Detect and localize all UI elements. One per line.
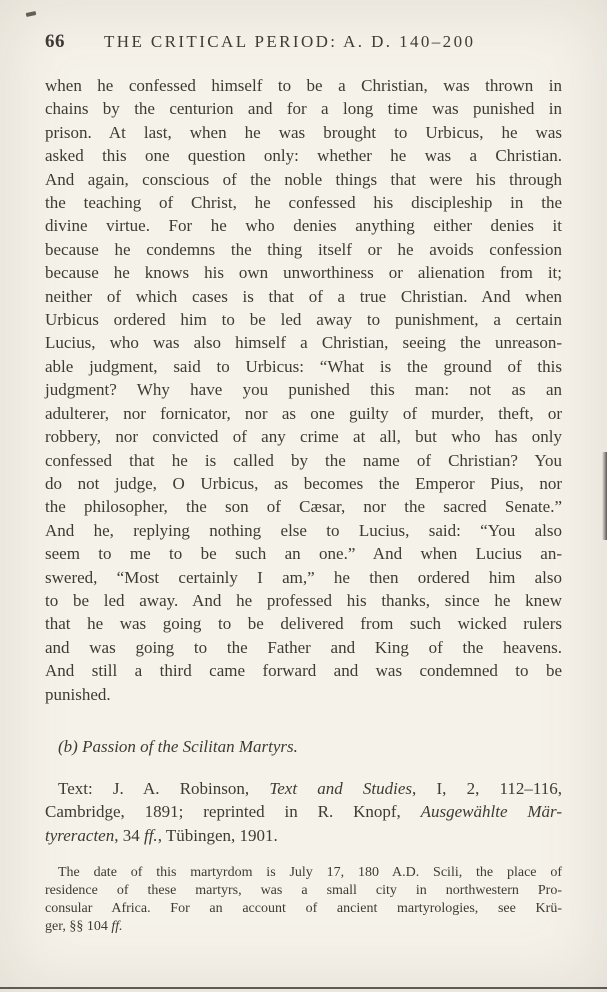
body-text-line [45, 378, 562, 401]
page-bottom-edge-line [0, 987, 607, 989]
italic-text-run: ff. [111, 918, 123, 934]
text-run: judgment? Why have you punished this man: not as an [45, 380, 562, 400]
text-run: And still a third came forward and was condemned to be [45, 661, 562, 681]
text-run: prison. At last, when he was brought to Urbicus, he was [45, 122, 562, 142]
text-run: And again, conscious of the noble things that were his through [45, 169, 562, 189]
text-run: swered, “Most certainly I am,” he then ordered him also [45, 567, 562, 587]
body-text-line [45, 449, 562, 472]
footnote [45, 864, 562, 935]
body-text-line [45, 214, 562, 237]
text-run: do not judge, O Urbicus, as becomes the Emperor Pius, nor [45, 473, 562, 493]
footnote-line [45, 900, 562, 918]
body-text-line [45, 285, 562, 308]
citation-line [45, 800, 562, 824]
body-text-line [45, 355, 562, 378]
italic-text-run: tyreracten [45, 825, 115, 845]
text-run: because he condemns the thing itself or he avoids confession [45, 239, 562, 259]
body-text-line [45, 636, 562, 659]
footnote-line [45, 882, 562, 900]
text-run: and was going to the Father and King of the heavens. [45, 637, 562, 657]
text-run: ger, §§ 104 [45, 918, 112, 934]
text-run: residence of these martyrs, was a small city in northwestern Pro- [45, 883, 562, 899]
body-text-line [45, 97, 562, 120]
body-text-line [45, 74, 562, 97]
body-text-line [45, 402, 562, 425]
main-paragraph [45, 74, 562, 706]
footnote-line [45, 864, 562, 882]
text-run: chains by the centurion and for a long time was punished in [45, 99, 562, 119]
page-header [45, 31, 562, 53]
text-run: consular Africa. For an account of ancient martyrologies, see Krü- [45, 900, 562, 916]
body-text-line [45, 472, 562, 495]
page-content [45, 0, 562, 935]
body-text-line [45, 121, 562, 144]
text-run: seem to me to be such an one.” And when Lucius an- [45, 544, 562, 564]
body-text-line [45, 589, 562, 612]
text-run: Text: J. A. Robinson, [58, 778, 270, 798]
body-text-line [45, 566, 562, 589]
text-run: when he confessed himself to be a Christian, was thrown in [45, 76, 562, 95]
scan-edge-shadow [602, 452, 607, 540]
italic-text-run: Ausgewählte Mär- [420, 802, 562, 822]
text-run: confessed that he is called by the name of Christian? You [45, 450, 562, 470]
body-text-line [45, 659, 562, 682]
body-text-line [45, 612, 562, 635]
text-run: robbery, nor convicted of any crime at all, but who has only [45, 427, 562, 447]
body-text-line [45, 191, 562, 214]
text-run: Cambridge, 1891; reprinted in R. Knopf, [45, 802, 421, 822]
text-run: , Tübingen, 1901. [157, 825, 278, 845]
body-text-line [45, 683, 562, 706]
body-text-line [45, 144, 562, 167]
text-run: the teaching of Christ, he confessed his discipleship in the [45, 193, 562, 213]
body-text-line [45, 519, 562, 542]
text-run: because he knows his own unworthiness or alienation from it; [45, 263, 562, 283]
citation-paragraph [45, 777, 562, 848]
footnote-line [45, 918, 562, 936]
body-text-line [45, 168, 562, 191]
page-number: 66 [45, 31, 65, 52]
text-run: And he, replying nothing else to Lucius, said: “You also [45, 520, 562, 540]
italic-text-run: ff. [143, 825, 158, 845]
body-text-line [45, 308, 562, 331]
text-run: able judgment, said to Urbicus: “What is the ground of this [45, 356, 562, 376]
text-run: neither of which cases is that of a true Christian. And when [45, 286, 562, 306]
body-text-line [45, 495, 562, 518]
italic-text-run: Text and Studies [269, 778, 413, 798]
running-title: THE CRITICAL PERIOD: A. D. 140–200 [104, 32, 476, 51]
citation-line [45, 824, 562, 848]
body-text-line [45, 261, 562, 284]
text-run: The date of this martyrdom is July 17, 180 A.D. Scili, the place of [58, 865, 562, 881]
text-run: to be led away. And he professed his thanks, since he knew [45, 590, 562, 610]
section-heading: (b) Passion of the Scilitan Martyrs. [58, 736, 298, 756]
body-text-line [45, 542, 562, 565]
text-run: the philosopher, the son of Cæsar, nor the sacred Senate.” [45, 497, 562, 517]
body-text-line [45, 331, 562, 354]
text-run: divine virtue. For he who denies anything either denies it [45, 216, 562, 236]
body-text-line [45, 238, 562, 261]
text-run: Urbicus ordered him to be led away to punishment, a certain [45, 310, 562, 330]
scan-speck-artifact [26, 11, 37, 17]
text-run: asked this one question only: whether he was a Christian. [45, 146, 562, 166]
text-run: punished. [45, 684, 111, 704]
citation-line [45, 777, 562, 801]
text-run: Lucius, who was also himself a Christian, seeing the unreason- [45, 333, 562, 353]
body-text-line [45, 425, 562, 448]
text-run: , I, 2, 112–116, [412, 778, 562, 798]
text-run: that he was going to be delivered from such wicked rulers [45, 614, 562, 634]
text-run: , 34 [114, 825, 144, 845]
text-run: adulterer, nor fornicator, nor as one guilty of murder, theft, or [45, 403, 562, 423]
